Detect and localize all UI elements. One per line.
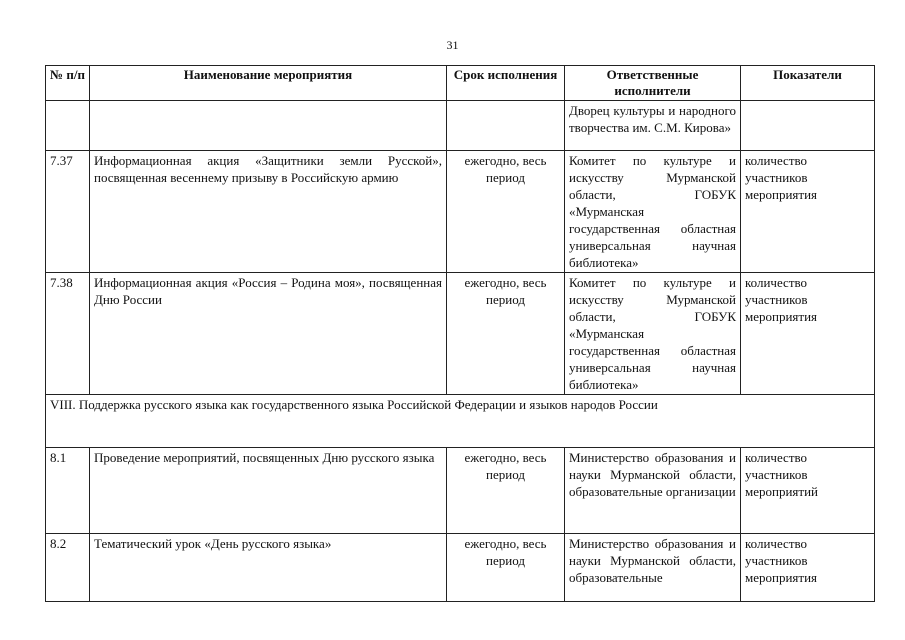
cell-indicators: количество участников мероприятия [741, 273, 875, 395]
cell-responsible: Дворец культуры и народного творчества им. С.М. Кирова» [565, 101, 741, 151]
cell-name: Тематический урок «День русского языка» [90, 534, 447, 602]
cell-num: 7.38 [46, 273, 90, 395]
header-term: Срок исполнения [447, 66, 565, 101]
table-row [46, 151, 875, 273]
header-name: Наименование мероприятия [90, 66, 447, 101]
cell-indicators: количество участников мероприятия [741, 151, 875, 273]
cell-name: Проведение мероприятий, посвященных Дню русского языка [90, 448, 447, 534]
cell-indicators [741, 101, 875, 151]
cell-term: ежегодно, весь период [447, 273, 565, 395]
cell-term: ежегодно, весь период [447, 534, 565, 602]
cell-num: 7.37 [46, 151, 90, 273]
cell-term: ежегодно, весь период [447, 151, 565, 273]
cell-name: Информационная акция «Защитники земли Русской», посвященная весеннему призыву в Российскую армию [90, 151, 447, 273]
cell-term: ежегодно, весь период [447, 448, 565, 534]
cell-num: 8.2 [46, 534, 90, 602]
events-table [45, 65, 875, 602]
section-row [46, 395, 875, 448]
table-row [46, 273, 875, 395]
table-row [46, 448, 875, 534]
cell-responsible: Министерство образования и науки Мурманской области, образовательные [565, 534, 741, 602]
table-row-continuation [46, 101, 875, 151]
cell-name [90, 101, 447, 151]
table-header-row [46, 66, 875, 101]
table-row [46, 534, 875, 602]
cell-responsible: Министерство образования и науки Мурманской области, образовательные организации [565, 448, 741, 534]
cell-indicators: количество участников мероприятий [741, 448, 875, 534]
header-responsible: Ответственные исполнители [565, 66, 741, 101]
cell-responsible: Комитет по культуре и искусству Мурманской области, ГОБУК «Мурманская государственная областная универсальная научная библиотека» [565, 273, 741, 395]
cell-indicators: количество участников мероприятия [741, 534, 875, 602]
section-title: VIII. Поддержка русского языка как государственного языка Российской Федерации и языков народов России [46, 395, 875, 448]
cell-name: Информационная акция «Россия – Родина моя», посвященная Дню России [90, 273, 447, 395]
cell-num: 8.1 [46, 448, 90, 534]
cell-responsible: Комитет по культуре и искусству Мурманской области, ГОБУК «Мурманская государственная областная универсальная научная библиотека» [565, 151, 741, 273]
cell-term [447, 101, 565, 151]
header-num: № п/п [46, 66, 90, 101]
header-indicators: Показатели [741, 66, 875, 101]
cell-num [46, 101, 90, 151]
page-number: 31 [446, 38, 459, 52]
